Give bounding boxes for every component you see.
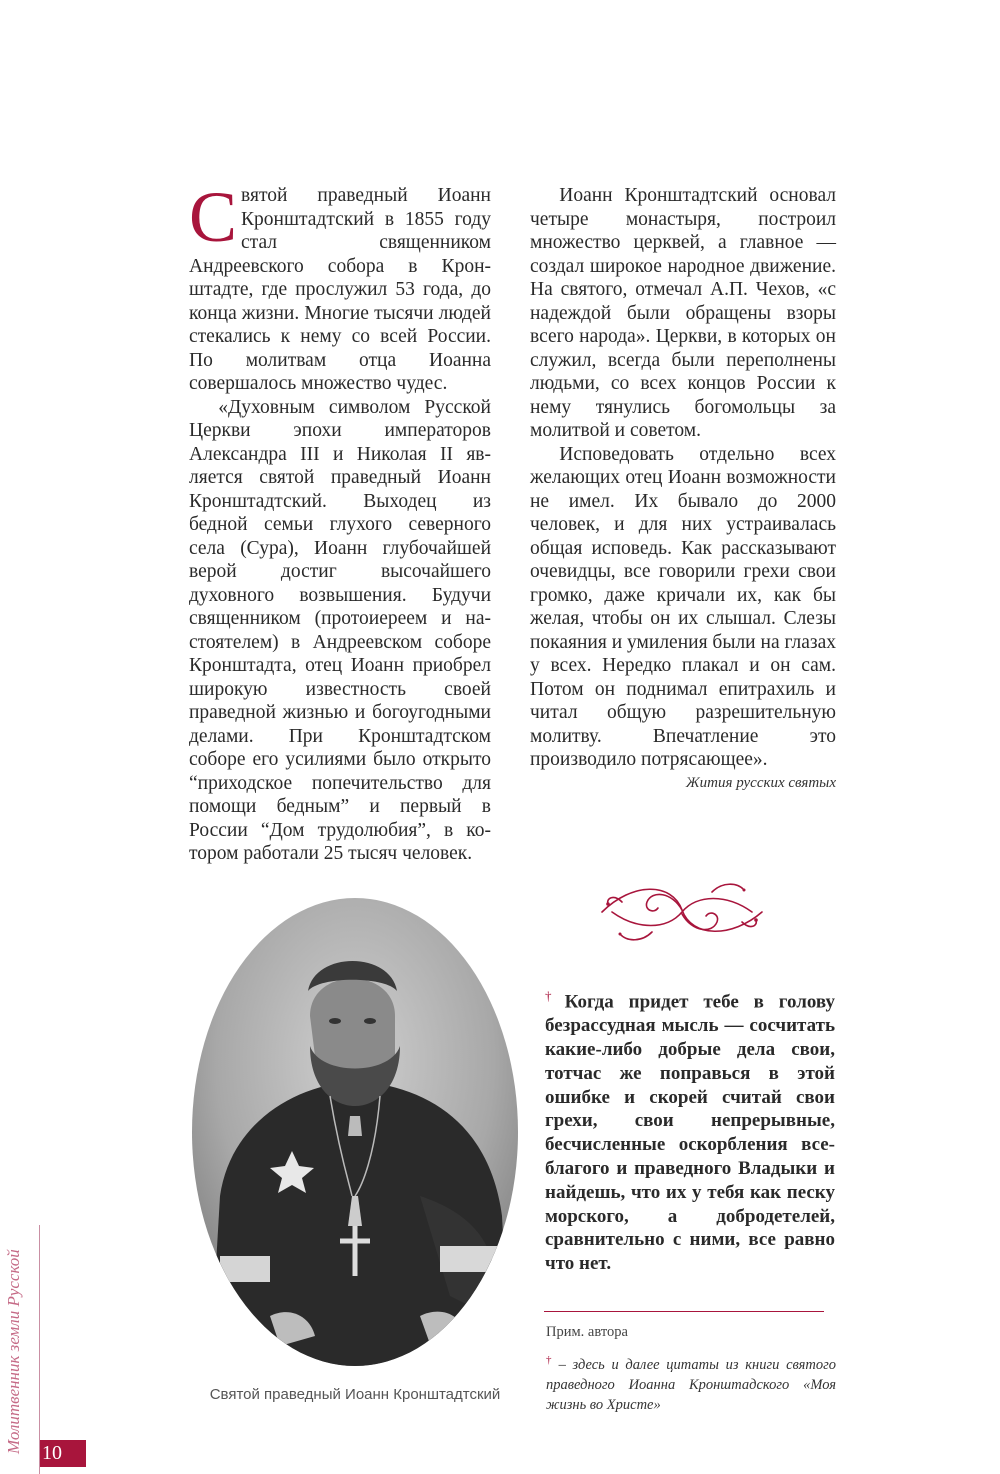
- highlight-quote: [545, 984, 835, 1276]
- running-book-title: Молитвенник земли Русской: [4, 1249, 23, 1454]
- note-title: Прим. автора: [546, 1324, 628, 1340]
- page-number: 10: [42, 1442, 62, 1464]
- dagger-mark: †: [545, 988, 562, 1003]
- right-column: [530, 184, 836, 795]
- quote-text: Когда придет тебе в голову безрассудная мысль — сосчитать какие-либо добрые дела свои, тотчас же поправься в этой ошибке и скорей считай свои грехи, свои непрерывные, бесчисленные оскорбления всеблагого и праведного Владыки и найдешь, что их у тебя как песку морского, а добродетелей, сравнительно с ними, все равно что нет.: [545, 991, 835, 1275]
- right-paragraph-2: Исповедовать отдельно всех желающих отец Иоанн возможности не имел. Их бывало до 2000 человек, и для них устраивалась общая исповедь. Как рассказывают очевидцы, все говорили грехи свои громко, даже кричали их, как бы желая, чтобы он их слышал. Слезы покаяния и умиления были на глазах у всех. Нередко плакал и он сам. Потом он поднимал епитрахиль и читал общую разрешительную молитву. Впечатление это производило потрясающее».: [530, 443, 836, 770]
- note-divider: [544, 1311, 824, 1312]
- margin-divider: [39, 1225, 40, 1474]
- left-paragraph-2: «Духовным символом Русской Церкви эпохи императоров Александра III и Николая II является святой праведный Иоанн Кронштадтский. Выходец из бедной семьи глухого северного села (Сура), Иоанн глубочайшей верой достиг высочайшего духовного возвышения. Будучи священником (протоиереем и настоятелем) в Андреевском соборе Кронштадта, отец Иоанн приобрел широкую известность своей праведной жизнью и богоугодными делами. При Кронштадтском соборе его усилиями было открыто “приходское попечительство для помощи бедным” и первый в России “Дом трудолюбия”, в котором работали 25 тысяч человек.: [189, 396, 491, 864]
- source-attribution: Жития русских святых: [685, 774, 836, 791]
- floral-ornament: [592, 872, 772, 952]
- footnote-text: – здесь и далее цитаты из книги святого праведного Иоанна Кронштадского «Моя жизнь во Христе»: [546, 1356, 836, 1413]
- left-column: [189, 177, 491, 866]
- portrait-caption: Святой праведный Иоанн Кронштадтский: [209, 1386, 501, 1403]
- left-paragraph-1-text: вятой праведный Иоанн Кронштадтский в 1855 году стал священником Андреевского собора в Кронштадте, где прослужил 53 года, до конца жизни. Многие тысячи людей стекались к нему со всей России. По молитвам отца Иоанна совершалось множество чудес.: [189, 185, 491, 394]
- footnote: [546, 1350, 836, 1415]
- left-paragraph-1: [189, 177, 491, 396]
- right-paragraph-1: Иоанн Кронштадтский основал четыре монастыря, построил множество церквей, а главное — создал широкое народное движение. На святого, отмечал А.П. Чехов, «с надеждой были обращены взоры всего народа». Церкви, в которых он служил, всегда были переполнены людьми, со всех концов России к нему тянулись богомольцы за молитвой и советом.: [530, 185, 836, 441]
- portrait-photo: [190, 896, 520, 1368]
- drop-cap: С: [189, 177, 238, 257]
- footnote-dagger: †: [546, 1354, 555, 1366]
- ornament-swirl-icon: [592, 872, 772, 952]
- priest-portrait-image: [190, 896, 520, 1368]
